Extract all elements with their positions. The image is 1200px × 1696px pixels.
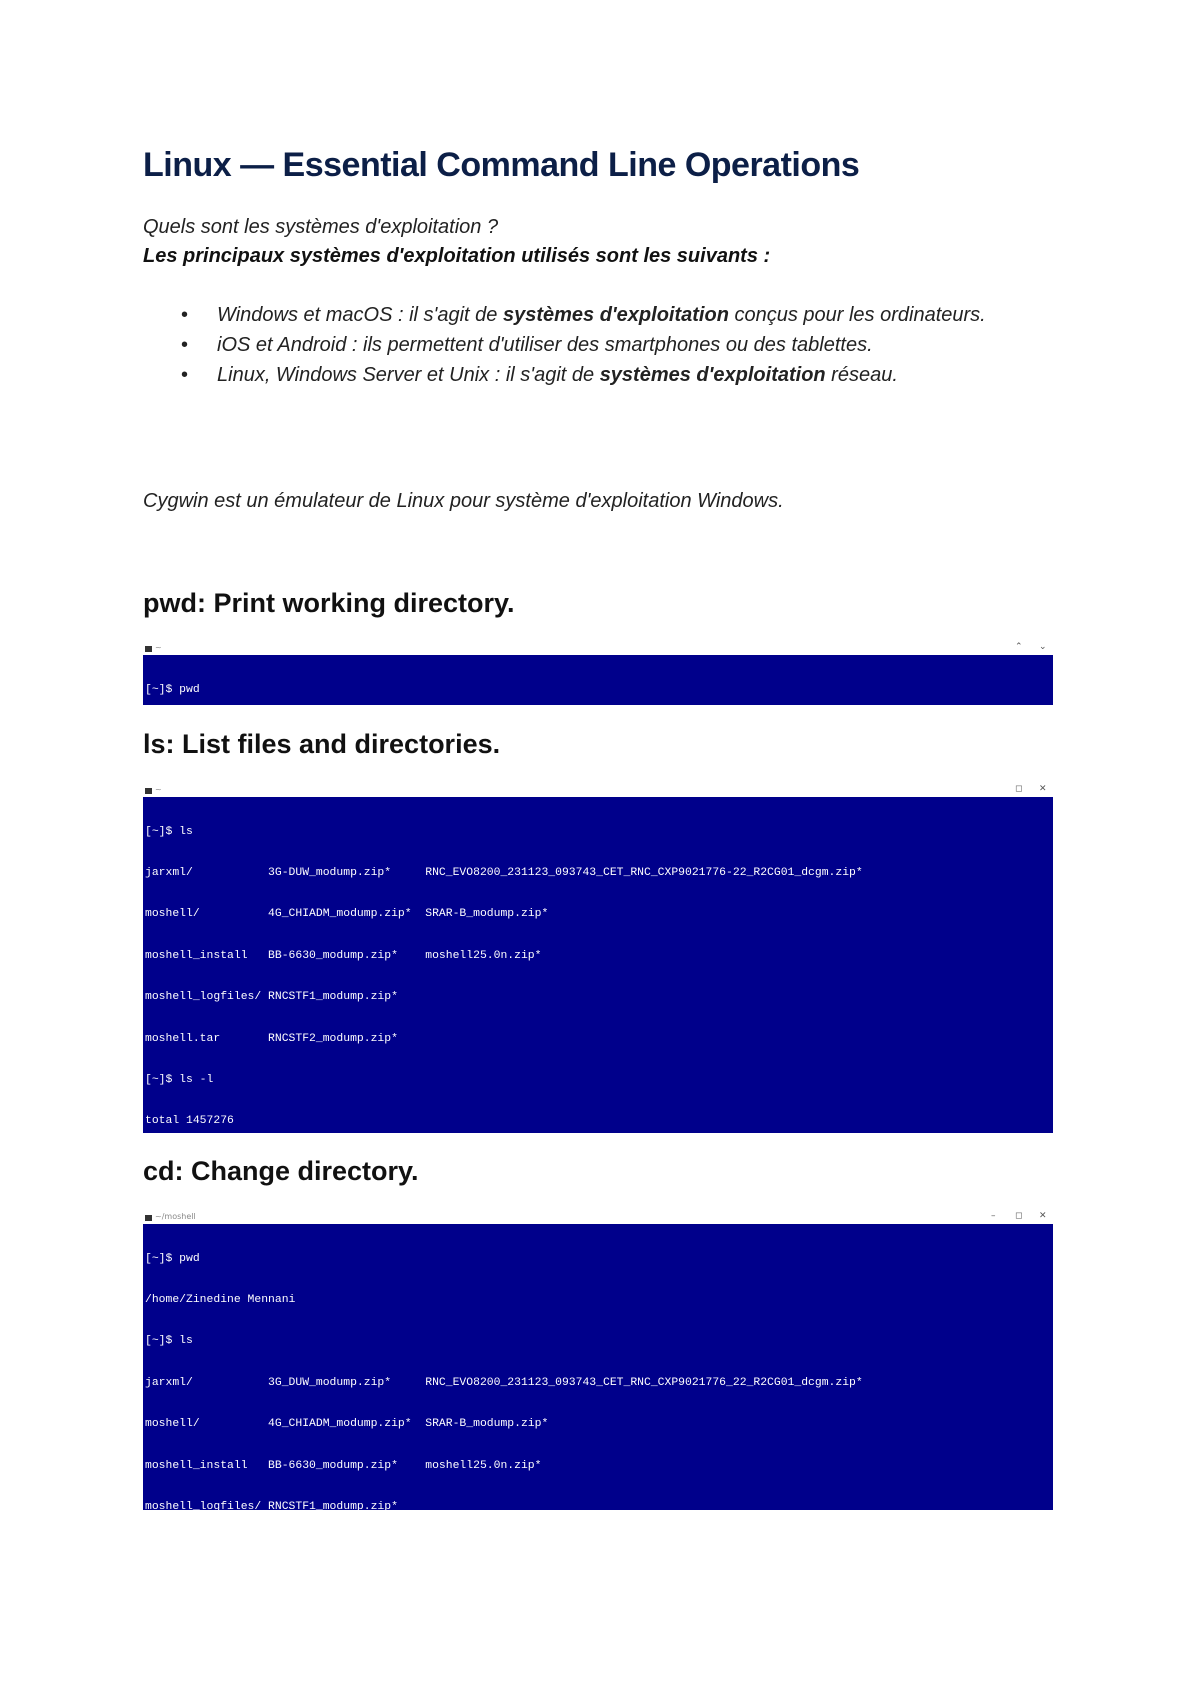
terminal-line: moshell_install BB-6630_modump.zip* moshell25.0n.zip* [145, 949, 542, 962]
bullet-bold: systèmes d'exploitation [502, 304, 729, 326]
cd-heading: cd: Change directory. [143, 1156, 419, 1186]
bullet-text: Linux, Windows Server et Unix : il s'agit de [217, 364, 600, 386]
page-title: Linux — Essential Command Line Operations [143, 146, 860, 184]
terminal-screen[interactable] [143, 797, 1053, 1133]
terminal-titlebar [143, 1213, 1053, 1224]
terminal-line: moshell_logfiles/ RNCSTF1_modump.zip* [145, 1500, 398, 1510]
intro-question: Quels sont les systèmes d'exploitation ? [143, 216, 499, 238]
terminal-titlebar [143, 786, 1053, 797]
terminal-app-icon [145, 646, 152, 652]
ls-heading: ls: List files and directories. [143, 729, 501, 759]
terminal-line: [~]$ ls -l [145, 1073, 214, 1086]
intro-lead: Les principaux systèmes d'exploitation utilisés sont les suivants : [143, 245, 771, 267]
os-bullet-list [143, 300, 1103, 390]
maximize-icon[interactable]: ◻ [1015, 784, 1023, 794]
terminal-app-icon [145, 788, 152, 794]
bullet-item [143, 360, 1103, 390]
scroll-down-icon[interactable]: ⌄ [1039, 642, 1047, 652]
bullet-bold: systèmes d'exploitation [599, 364, 826, 386]
minimize-icon[interactable]: – [991, 1211, 996, 1221]
bullet-item [143, 300, 1103, 330]
terminal-line: [~]$ pwd [145, 683, 200, 696]
terminal-window-title: ~/moshell [155, 1212, 196, 1221]
close-icon[interactable]: ✕ [1039, 1211, 1047, 1221]
bullet-item [143, 330, 1103, 360]
terminal-line: moshell.tar RNCSTF2_modump.zip* [145, 1032, 398, 1045]
terminal-line: jarxml/ 3G_DUW_modump.zip* RNC_EVO8200_231123_093743_CET_RNC_CXP9021776_22_R2CG01_dcgm.zip* [145, 1376, 863, 1389]
terminal-line: moshell_logfiles/ RNCSTF1_modump.zip* [145, 991, 398, 1004]
terminal-line: [~]$ ls [145, 825, 193, 838]
terminal-line: /home/Zinedine Mennani [145, 1293, 296, 1306]
ls-terminal [143, 786, 1053, 1133]
terminal-titlebar [143, 644, 1053, 655]
terminal-window-title: ~ [155, 785, 162, 794]
terminal-line: total 1457276 [145, 1115, 234, 1128]
maximize-icon[interactable]: ◻ [1015, 1211, 1023, 1221]
terminal-screen[interactable] [143, 1224, 1053, 1510]
bullet-text: conçus pour les ordinateurs. [728, 304, 986, 326]
terminal-window-title: ~ [155, 643, 162, 652]
terminal-line: jarxml/ 3G-DUW_modump.zip* RNC_EVO8200_231123_093743_CET_RNC_CXP9021776-22_R2CG01_dcgm.zip* [145, 866, 863, 879]
terminal-app-icon [145, 1215, 152, 1221]
terminal-screen[interactable] [143, 655, 1053, 705]
terminal-line: moshell/ 4G_CHIADM_modump.zip* SRAR-B_modump.zip* [145, 1418, 549, 1431]
bullet-text: réseau. [825, 364, 898, 386]
terminal-line: [~]$ pwd [145, 1252, 200, 1265]
pwd-heading: pwd: Print working directory. [143, 588, 515, 618]
terminal-line: [~]$ ls [145, 1335, 193, 1348]
pwd-terminal [143, 644, 1053, 705]
cygwin-note: Cygwin est un émulateur de Linux pour système d'exploitation Windows. [143, 490, 784, 512]
close-icon[interactable]: ✕ [1039, 784, 1047, 794]
scroll-up-icon[interactable]: ⌃ [1015, 642, 1023, 652]
terminal-line: moshell/ 4G_CHIADM_modump.zip* SRAR-B_modump.zip* [145, 908, 549, 921]
cd-terminal [143, 1213, 1053, 1510]
bullet-text: Windows et macOS : il s'agit de [217, 304, 503, 326]
terminal-line: moshell_install BB-6630_modump.zip* moshell25.0n.zip* [145, 1459, 542, 1472]
bullet-text: iOS et Android : ils permettent d'utiliser des smartphones ou des tablettes. [217, 334, 873, 356]
